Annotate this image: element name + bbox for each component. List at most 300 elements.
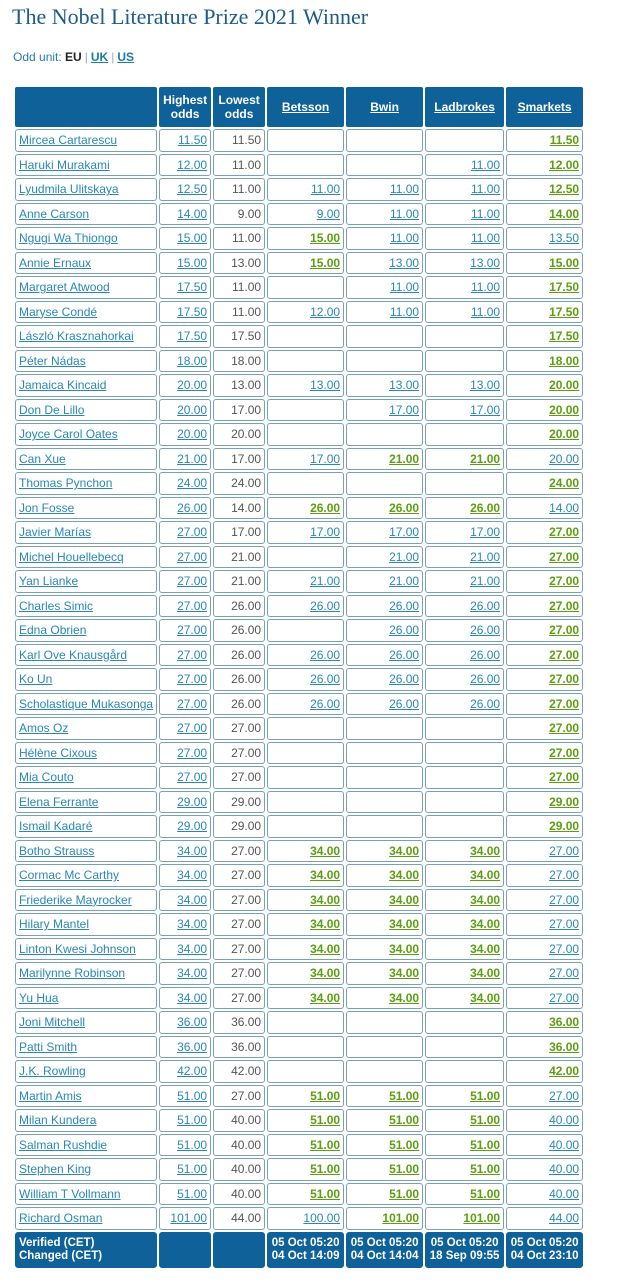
odds-link-bwin[interactable]: 11.00 [389, 280, 420, 295]
odds-link-smarkets[interactable]: 17.50 [549, 329, 580, 344]
odds-link-betsson[interactable]: 51.00 [310, 1186, 341, 1201]
highest-odds-link[interactable]: 27.00 [177, 574, 208, 589]
candidate-name-link[interactable]: Annie Ernaux [19, 255, 92, 270]
highest-odds-link[interactable]: 12.50 [177, 182, 208, 197]
odds-link-betsson[interactable]: 51.00 [310, 1137, 341, 1152]
odds-link-betsson[interactable]: 34.00 [310, 892, 341, 907]
odds-link-smarkets[interactable]: 40.00 [549, 1137, 580, 1152]
highest-odds-cell [159, 227, 211, 250]
odds-link-smarkets[interactable]: 14.00 [549, 500, 580, 515]
odds-link-ladbrokes[interactable]: 11.00 [470, 280, 501, 295]
odds-cell-bwin [346, 864, 423, 887]
highest-odds-link[interactable]: 27.00 [177, 549, 208, 564]
highest-odds-link[interactable]: 27.00 [177, 672, 208, 687]
odds-link-smarkets[interactable]: 27.00 [549, 843, 580, 858]
odds-link-smarkets[interactable]: 27.00 [549, 990, 580, 1005]
odds-link-smarkets[interactable]: 12.00 [549, 157, 580, 172]
odds-link-bwin[interactable]: 26.00 [389, 672, 420, 687]
odds-cell-smarkets [506, 1134, 583, 1157]
lowest-odds-cell: 21.00 [213, 546, 265, 569]
odds-link-bwin[interactable]: 17.00 [389, 402, 420, 417]
candidate-name-link[interactable]: Joni Mitchell [19, 1015, 86, 1030]
odds-link-bwin[interactable]: 11.00 [389, 206, 420, 221]
odds-link-betsson[interactable]: 34.00 [310, 917, 341, 932]
odds-link-smarkets[interactable]: 27.00 [549, 770, 580, 785]
odds-link-smarkets[interactable]: 15.00 [549, 255, 580, 270]
odds-link-smarkets[interactable]: 17.50 [549, 280, 580, 295]
odds-cell-smarkets [506, 350, 583, 373]
candidate-name-link[interactable]: Thomas Pynchon [19, 476, 113, 491]
highest-odds-link[interactable]: 20.00 [177, 427, 208, 442]
candidate-cell [15, 252, 157, 275]
odds-link-betsson[interactable]: 34.00 [310, 990, 341, 1005]
odds-cell-betsson [267, 766, 344, 789]
odds-link-betsson[interactable]: 26.00 [310, 696, 341, 711]
odds-link-smarkets[interactable]: 18.00 [549, 353, 580, 368]
highest-odds-link[interactable]: 20.00 [177, 378, 208, 393]
odds-cell-ladbrokes [425, 791, 504, 814]
odds-link-ladbrokes[interactable]: 34.00 [470, 868, 501, 883]
odds-link-smarkets[interactable]: 27.00 [549, 1088, 580, 1103]
odds-link-betsson[interactable]: 26.00 [310, 598, 341, 613]
odds-link-bwin[interactable]: 34.00 [389, 966, 420, 981]
odds-cell-betsson [267, 913, 344, 936]
odds-link-smarkets[interactable]: 27.00 [549, 598, 580, 613]
highest-odds-link[interactable]: 21.00 [177, 451, 208, 466]
highest-odds-cell [159, 742, 211, 765]
highest-odds-link[interactable]: 34.00 [177, 941, 208, 956]
odds-link-betsson[interactable]: 21.00 [310, 574, 341, 589]
odds-cell-bwin [346, 374, 423, 397]
odds-link-ladbrokes[interactable]: 21.00 [470, 574, 501, 589]
odds-link-smarkets[interactable]: 20.00 [549, 402, 580, 417]
odds-link-bwin[interactable]: 51.00 [389, 1162, 420, 1177]
candidate-name-link[interactable]: Joyce Carol Oates [19, 427, 118, 442]
odds-cell-bwin [346, 399, 423, 422]
candidate-name-link[interactable]: Elena Ferrante [19, 794, 99, 809]
odds-link-bwin[interactable]: 17.00 [389, 525, 420, 540]
candidate-name-link[interactable]: J.K. Rowling [19, 1064, 86, 1079]
candidate-name-link[interactable]: Hilary Mantel [19, 917, 90, 932]
candidate-cell [15, 962, 157, 985]
highest-odds-link[interactable]: 12.00 [177, 157, 208, 172]
candidate-name-link[interactable]: Ko Un [19, 672, 53, 687]
table-row [15, 1036, 583, 1059]
odds-link-ladbrokes[interactable]: 26.00 [470, 647, 501, 662]
odds-cell-smarkets [506, 938, 583, 961]
odds-cell-bwin [346, 668, 423, 691]
odds-link-smarkets[interactable]: 27.00 [549, 941, 580, 956]
odds-link-smarkets[interactable]: 27.00 [549, 721, 580, 736]
odds-link-smarkets[interactable]: 36.00 [549, 1015, 580, 1030]
odds-cell-bwin [346, 325, 423, 348]
highest-odds-link[interactable]: 34.00 [177, 917, 208, 932]
unit-option-us[interactable]: US [117, 50, 134, 64]
odds-link-betsson[interactable]: 34.00 [310, 843, 341, 858]
unit-option-eu[interactable]: EU [65, 50, 82, 64]
odds-link-bwin[interactable]: 21.00 [389, 574, 420, 589]
highest-odds-link[interactable]: 27.00 [177, 696, 208, 711]
odds-link-ladbrokes[interactable]: 13.00 [470, 378, 501, 393]
odds-cell-smarkets [506, 766, 583, 789]
candidate-name-link[interactable]: Hélène Cixous [19, 745, 98, 760]
odds-link-ladbrokes[interactable]: 51.00 [470, 1162, 501, 1177]
odds-link-bwin[interactable]: 51.00 [389, 1137, 420, 1152]
candidate-name-link[interactable]: Richard Osman [19, 1211, 103, 1226]
candidate-name-link[interactable]: Milan Kundera [19, 1113, 97, 1128]
odds-link-ladbrokes[interactable]: 21.00 [470, 451, 501, 466]
highest-odds-cell [159, 154, 211, 177]
candidate-name-link[interactable]: Patti Smith [19, 1039, 78, 1054]
table-row [15, 791, 583, 814]
candidate-name-link[interactable]: Charles Simic [19, 598, 94, 613]
candidate-name-link[interactable]: Edna Obrien [19, 623, 87, 638]
odds-cell-bwin [346, 472, 423, 495]
odds-link-bwin[interactable]: 51.00 [389, 1113, 420, 1128]
odds-link-smarkets[interactable]: 27.00 [549, 574, 580, 589]
candidate-name-link[interactable]: Maryse Condé [19, 304, 98, 319]
highest-odds-link[interactable]: 36.00 [177, 1015, 208, 1030]
candidate-name-link[interactable]: László Krasznahorkai [19, 329, 134, 344]
odds-link-ladbrokes[interactable]: 17.00 [470, 525, 501, 540]
odds-link-betsson[interactable]: 51.00 [310, 1088, 341, 1103]
candidate-name-link[interactable]: Jamaica Kincaid [19, 378, 107, 393]
highest-odds-cell [159, 668, 211, 691]
highest-odds-link[interactable]: 29.00 [177, 794, 208, 809]
highest-odds-link[interactable]: 18.00 [177, 353, 208, 368]
odds-link-bwin[interactable]: 11.00 [389, 304, 420, 319]
odds-link-bwin[interactable]: 34.00 [389, 868, 420, 883]
odds-cell-betsson [267, 864, 344, 887]
odds-link-smarkets[interactable]: 27.00 [549, 868, 580, 883]
odds-link-bwin[interactable]: 13.00 [389, 255, 420, 270]
odds-cell-bwin [346, 962, 423, 985]
odds-link-smarkets[interactable]: 20.00 [549, 451, 580, 466]
odds-link-bwin[interactable]: 26.00 [389, 500, 420, 515]
odds-link-betsson[interactable]: 51.00 [310, 1162, 341, 1177]
odds-cell-bwin [346, 913, 423, 936]
odds-link-smarkets[interactable]: 44.00 [549, 1211, 580, 1226]
highest-odds-link[interactable]: 29.00 [177, 819, 208, 834]
highest-odds-cell [159, 301, 211, 324]
odds-link-ladbrokes[interactable]: 34.00 [470, 892, 501, 907]
highest-odds-link[interactable]: 42.00 [177, 1064, 208, 1079]
odds-link-betsson[interactable]: 11.00 [310, 182, 341, 197]
candidate-name-link[interactable]: Margaret Atwood [19, 280, 110, 295]
odds-link-betsson[interactable]: 26.00 [310, 672, 341, 687]
odds-link-ladbrokes[interactable]: 13.00 [470, 255, 501, 270]
odds-cell-betsson [267, 1011, 344, 1034]
odds-link-bwin[interactable]: 11.00 [389, 182, 420, 197]
odds-link-ladbrokes[interactable]: 11.00 [470, 157, 501, 172]
odds-link-smarkets[interactable]: 27.00 [549, 647, 580, 662]
highest-odds-link[interactable]: 27.00 [177, 721, 208, 736]
odds-link-smarkets[interactable]: 27.00 [549, 525, 580, 540]
odds-cell-ladbrokes [425, 1036, 504, 1059]
highest-odds-link[interactable]: 15.00 [177, 231, 208, 246]
odds-link-ladbrokes[interactable]: 11.00 [470, 182, 501, 197]
candidate-name-link[interactable]: Don De Lillo [19, 402, 85, 417]
odds-link-smarkets[interactable]: 12.50 [549, 182, 580, 197]
odds-link-ladbrokes[interactable]: 11.00 [470, 231, 501, 246]
odds-cell-ladbrokes [425, 889, 504, 912]
odds-cell-bwin [346, 276, 423, 299]
candidate-name-link[interactable]: Salman Rushdie [19, 1137, 108, 1152]
header-betsson[interactable]: Betsson [267, 87, 344, 127]
odds-link-ladbrokes[interactable]: 101.00 [463, 1211, 501, 1226]
lowest-odds-cell: 11.00 [213, 154, 265, 177]
odds-cell-betsson [267, 1036, 344, 1059]
candidate-name-link[interactable]: Cormac Mc Carthy [19, 868, 120, 883]
odds-link-smarkets[interactable]: 29.00 [549, 794, 580, 809]
odds-cell-bwin [346, 546, 423, 569]
odds-link-betsson[interactable]: 15.00 [310, 255, 341, 270]
odds-link-smarkets[interactable]: 17.50 [549, 304, 580, 319]
lowest-odds-cell: 27.00 [213, 962, 265, 985]
odds-link-smarkets[interactable]: 27.00 [549, 892, 580, 907]
highest-odds-link[interactable]: 51.00 [177, 1137, 208, 1152]
odds-link-betsson[interactable]: 12.00 [310, 304, 341, 319]
highest-odds-link[interactable]: 36.00 [177, 1039, 208, 1054]
highest-odds-link[interactable]: 27.00 [177, 623, 208, 638]
candidate-name-link[interactable]: Mircea Cartarescu [19, 133, 118, 148]
odds-link-ladbrokes[interactable]: 51.00 [470, 1137, 501, 1152]
candidate-name-link[interactable]: Scholastique Mukasonga [19, 696, 154, 711]
odds-link-smarkets[interactable]: 27.00 [549, 623, 580, 638]
highest-odds-link[interactable]: 27.00 [177, 525, 208, 540]
odds-link-betsson[interactable]: 34.00 [310, 868, 341, 883]
candidate-cell [15, 448, 157, 471]
odds-link-smarkets[interactable]: 40.00 [549, 1162, 580, 1177]
odds-link-ladbrokes[interactable]: 11.00 [470, 206, 501, 221]
odds-cell-ladbrokes [425, 521, 504, 544]
odds-link-betsson[interactable]: 26.00 [310, 647, 341, 662]
odds-cell-smarkets [506, 717, 583, 740]
odds-link-betsson[interactable]: 100.00 [303, 1211, 341, 1226]
odds-cell-ladbrokes [425, 815, 504, 838]
odds-link-smarkets[interactable]: 40.00 [549, 1113, 580, 1128]
candidate-name-link[interactable]: Michel Houellebecq [19, 549, 124, 564]
highest-odds-link[interactable]: 27.00 [177, 770, 208, 785]
odds-link-ladbrokes[interactable]: 26.00 [470, 696, 501, 711]
candidate-cell [15, 840, 157, 863]
candidate-name-link[interactable]: Anne Carson [19, 206, 90, 221]
odds-link-ladbrokes[interactable]: 26.00 [470, 500, 501, 515]
lowest-odds-cell: 40.00 [213, 1134, 265, 1157]
candidate-name-link[interactable]: Amos Oz [19, 721, 69, 736]
odds-cell-ladbrokes [425, 203, 504, 226]
odds-link-smarkets[interactable]: 27.00 [549, 696, 580, 711]
odds-link-bwin[interactable]: 34.00 [389, 843, 420, 858]
odds-link-smarkets[interactable]: 14.00 [549, 206, 580, 221]
odds-link-ladbrokes[interactable]: 34.00 [470, 843, 501, 858]
table-header-row [15, 87, 583, 127]
odds-link-smarkets[interactable]: 29.00 [549, 819, 580, 834]
lowest-odds-cell: 29.00 [213, 791, 265, 814]
highest-odds-link[interactable]: 101.00 [170, 1211, 208, 1226]
highest-odds-link[interactable]: 34.00 [177, 868, 208, 883]
candidate-name-link[interactable]: Péter Nádas [19, 353, 86, 368]
odds-link-smarkets[interactable]: 20.00 [549, 427, 580, 442]
odds-link-bwin[interactable]: 26.00 [389, 623, 420, 638]
candidate-name-link[interactable]: William T Vollmann [19, 1186, 121, 1201]
highest-odds-link[interactable]: 17.50 [177, 280, 208, 295]
header-smarkets[interactable]: Smarkets [506, 87, 583, 127]
odds-link-smarkets[interactable]: 20.00 [549, 378, 580, 393]
highest-odds-link[interactable]: 17.50 [177, 304, 208, 319]
candidate-name-link[interactable]: Linton Kwesi Johnson [19, 941, 136, 956]
table-row [15, 178, 583, 201]
lowest-odds-cell: 40.00 [213, 1183, 265, 1206]
candidate-name-link[interactable]: Marilynne Robinson [19, 966, 126, 981]
odds-link-bwin[interactable]: 51.00 [389, 1186, 420, 1201]
odds-link-ladbrokes[interactable]: 51.00 [470, 1113, 501, 1128]
candidate-name-link[interactable]: Ismail Kadaré [19, 819, 93, 834]
highest-odds-link[interactable]: 34.00 [177, 990, 208, 1005]
candidate-name-link[interactable]: Stephen King [19, 1162, 92, 1177]
odds-link-betsson[interactable]: 17.00 [310, 525, 341, 540]
odds-link-smarkets[interactable]: 24.00 [549, 476, 580, 491]
odds-link-smarkets[interactable]: 36.00 [549, 1039, 580, 1054]
odds-link-bwin[interactable]: 21.00 [389, 549, 420, 564]
odds-link-ladbrokes[interactable]: 34.00 [470, 966, 501, 981]
odds-link-ladbrokes[interactable]: 26.00 [470, 623, 501, 638]
highest-odds-link[interactable]: 51.00 [177, 1113, 208, 1128]
odds-link-ladbrokes[interactable]: 34.00 [470, 941, 501, 956]
table-row [15, 203, 583, 226]
odds-link-betsson[interactable]: 13.00 [310, 378, 341, 393]
odds-cell-bwin [346, 178, 423, 201]
odds-link-ladbrokes[interactable]: 51.00 [470, 1186, 501, 1201]
candidate-name-link[interactable]: Friederike Mayrocker [19, 892, 132, 907]
odds-link-betsson[interactable]: 34.00 [310, 966, 341, 981]
unit-option-uk[interactable]: UK [90, 50, 109, 64]
odds-link-smarkets[interactable]: 13.50 [549, 231, 580, 246]
highest-odds-link[interactable]: 34.00 [177, 843, 208, 858]
highest-odds-cell [159, 766, 211, 789]
highest-odds-link[interactable]: 27.00 [177, 647, 208, 662]
odds-link-bwin[interactable]: 101.00 [382, 1211, 420, 1226]
odds-link-betsson[interactable]: 34.00 [310, 941, 341, 956]
odds-link-smarkets[interactable]: 27.00 [549, 745, 580, 760]
odds-link-bwin[interactable]: 51.00 [389, 1088, 420, 1103]
candidate-cell [15, 864, 157, 887]
candidate-name-link[interactable]: Haruki Murakami [19, 157, 110, 172]
odds-cell-bwin [346, 301, 423, 324]
highest-odds-link[interactable]: 34.00 [177, 892, 208, 907]
odds-link-betsson[interactable]: 9.00 [316, 206, 341, 221]
odds-link-smarkets[interactable]: 27.00 [549, 966, 580, 981]
highest-odds-cell [159, 1036, 211, 1059]
table-row [15, 399, 583, 422]
candidate-name-link[interactable]: Can Xue [19, 451, 66, 466]
odds-link-smarkets[interactable]: 40.00 [549, 1186, 580, 1201]
highest-odds-link[interactable]: 24.00 [177, 476, 208, 491]
highest-odds-link[interactable]: 27.00 [177, 598, 208, 613]
highest-odds-link[interactable]: 26.00 [177, 500, 208, 515]
header-ladbrokes[interactable]: Ladbrokes [425, 87, 504, 127]
odds-link-bwin[interactable]: 34.00 [389, 990, 420, 1005]
odds-cell-smarkets [506, 1207, 583, 1230]
odds-cell-ladbrokes [425, 178, 504, 201]
candidate-name-link[interactable]: Jon Fosse [19, 500, 75, 515]
odds-link-bwin[interactable]: 34.00 [389, 941, 420, 956]
odds-link-betsson[interactable]: 26.00 [310, 500, 341, 515]
candidate-name-link[interactable]: Mia Couto [19, 770, 74, 785]
odds-cell-ladbrokes [425, 1109, 504, 1132]
odds-link-betsson[interactable]: 51.00 [310, 1113, 341, 1128]
highest-odds-link[interactable]: 51.00 [177, 1162, 208, 1177]
odds-link-smarkets[interactable]: 42.00 [549, 1064, 580, 1079]
odds-link-ladbrokes[interactable]: 26.00 [470, 672, 501, 687]
candidate-name-link[interactable]: Botho Strauss [19, 843, 95, 858]
odds-link-ladbrokes[interactable]: 11.00 [470, 304, 501, 319]
odds-link-smarkets[interactable]: 27.00 [549, 917, 580, 932]
odds-link-ladbrokes[interactable]: 26.00 [470, 598, 501, 613]
odds-cell-betsson [267, 1060, 344, 1083]
odds-link-ladbrokes[interactable]: 21.00 [470, 549, 501, 564]
highest-odds-link[interactable]: 27.00 [177, 745, 208, 760]
candidate-name-link[interactable]: Javier Marías [19, 525, 92, 540]
highest-odds-cell [159, 1158, 211, 1181]
odds-link-smarkets[interactable]: 27.00 [549, 672, 580, 687]
candidate-name-link[interactable]: Yan Lianke [19, 574, 79, 589]
candidate-cell [15, 742, 157, 765]
highest-odds-link[interactable]: 14.00 [177, 206, 208, 221]
odds-link-betsson[interactable]: 15.00 [310, 231, 341, 246]
highest-odds-link[interactable]: 11.50 [177, 133, 208, 148]
candidate-name-link[interactable]: Ngugi Wa Thiongo [19, 231, 118, 246]
odds-link-bwin[interactable]: 21.00 [389, 451, 420, 466]
odds-link-bwin[interactable]: 11.00 [389, 231, 420, 246]
table-row [15, 252, 583, 275]
lowest-odds-cell: 27.00 [213, 913, 265, 936]
highest-odds-link[interactable]: 34.00 [177, 966, 208, 981]
candidate-name-link[interactable]: Lyudmila Ulitskaya [19, 182, 119, 197]
lowest-odds-cell: 42.00 [213, 1060, 265, 1083]
footer-timestamp-smarkets: 05 Oct 05:20 04 Oct 23:10 [506, 1232, 583, 1268]
highest-odds-link[interactable]: 51.00 [177, 1186, 208, 1201]
odds-link-ladbrokes[interactable]: 34.00 [470, 917, 501, 932]
highest-odds-link[interactable]: 15.00 [177, 255, 208, 270]
odds-link-bwin[interactable]: 13.00 [389, 378, 420, 393]
highest-odds-link[interactable]: 17.50 [177, 329, 208, 344]
odds-cell-smarkets [506, 889, 583, 912]
odds-link-bwin[interactable]: 26.00 [389, 696, 420, 711]
lowest-odds-cell: 27.00 [213, 840, 265, 863]
highest-odds-link[interactable]: 51.00 [177, 1088, 208, 1103]
odds-link-bwin[interactable]: 34.00 [389, 917, 420, 932]
odds-link-betsson[interactable]: 17.00 [310, 451, 341, 466]
footer-labels: Verified (CET) Changed (CET) [15, 1232, 157, 1268]
odds-link-smarkets[interactable]: 27.00 [549, 549, 580, 564]
highest-odds-link[interactable]: 20.00 [177, 402, 208, 417]
candidate-name-link[interactable]: Karl Ove Knausgård [19, 647, 128, 662]
candidate-name-link[interactable]: Yu Hua [19, 990, 59, 1005]
header-bwin[interactable]: Bwin [346, 87, 423, 127]
header-lowest-odds: Lowest odds [213, 87, 265, 127]
odds-cell-smarkets [506, 1085, 583, 1108]
odds-link-bwin[interactable]: 26.00 [389, 598, 420, 613]
odds-link-ladbrokes[interactable]: 51.00 [470, 1088, 501, 1103]
odds-link-ladbrokes[interactable]: 17.00 [470, 402, 501, 417]
odds-link-ladbrokes[interactable]: 34.00 [470, 990, 501, 1005]
candidate-name-link[interactable]: Martin Amis [19, 1088, 82, 1103]
candidate-cell [15, 129, 157, 152]
odds-link-bwin[interactable]: 34.00 [389, 892, 420, 907]
odds-link-smarkets[interactable]: 11.50 [549, 133, 580, 148]
odds-link-bwin[interactable]: 26.00 [389, 647, 420, 662]
